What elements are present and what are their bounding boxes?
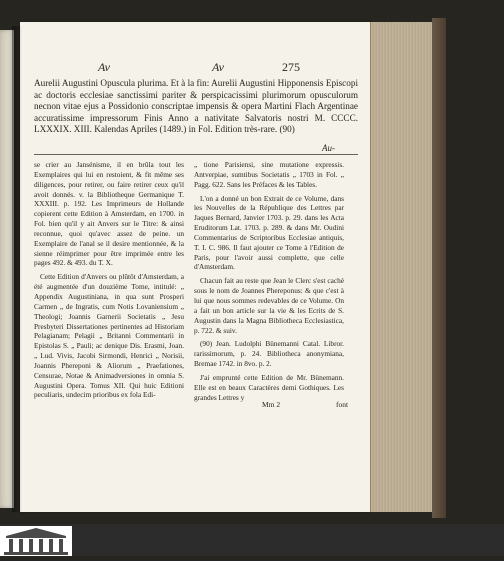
left-paragraph: Cette Edition d'Anvers ou plûtôt d'Amsterdam, a été augmentée d'un douzième Tome, intitulé: „ Appendix Augustiniana, in qua sunt Prosperi Carmen „ de Ingratis, cum Notis Lovaniensium „ Theologi; Joannis Garnerii Societatis „ Jesu Presbyteri Dissertationes pertinentes ad Historiam Pelagianam; Pelagii „ Britanni Commentarii in Epistolas S. „ Pauli; ac denique Dis. Erasmi, Joan. „ Lud. Vivis, Jacobi Sirmondi, Henrici „ Norisii, Joannis Phereponi & Aliorum „ Praefationes, Censurae, Notae & Animadversiones in omnia S. Augustini Opera. Tomus XII. Qui huic Editioni peculiaris, undecim prioribus ex fola Edi- xyxy=(34,272,184,400)
right-paragraph: „ tione Parisiensi, sine mutatione expressis. Antverpiae, sumtibus Societatis „ 1703 in Fol. „ Pagg. 622. Sans les Préfaces & les Tables. xyxy=(194,160,344,189)
right-paragraph: Chacun fait au reste que Jean le Clerc s'est caché sous le nom de Joannes Phereponus: & que c'est à lui que nous sommes redevables de ce Volume. On a fait un bon article sur la vie & les Ecrits de S. Augustin dans la Magna Bibliotheca Ecclesiastica, p. 722. & suiv. xyxy=(194,276,344,335)
page-number: 275 xyxy=(282,60,300,74)
bottom-catchword: font xyxy=(336,400,349,409)
viewer-footer-bar xyxy=(0,524,504,556)
bibliographic-entry xyxy=(34,78,358,136)
separator-rule xyxy=(34,154,358,155)
right-paragraph: J'ai emprunté cette Edition de Mr. Bünemann. Elle est en beaux Caractères demi Gothiques. Les grandes Lettres y xyxy=(194,372,344,402)
right-paragraph: L'on a donné un bon Extrait de ce Volume, dans les Nouvelles de la République des Lettres par Jaques Bernard, Janvier 1703. p. 29. dans les Acta Eruditorum Lat. 1703. p. 289. & dans Mr. Oudini Commentarius de Scriptoribus Ecclesiae antiquis, T. I. C. 986. Il faut ajouter ce Tome à l'Edition de Paris, pour l'avoir aussi complette, que celle d'Amsterdam. xyxy=(194,193,344,272)
page-edges xyxy=(370,22,437,512)
left-paragraph: se crier au Jansénisme, il en brûla tout les Exemplaires qui lui en restoient, & fit même ses diligences, pour retirer, ou faire retirer ceux qu'il avoit donnés. v. la Bibliotheque Germanique T. XXXIII. p. 192. Les Imprimeurs de Hollande copierent cette Edition à Amsterdam, en 1700. in Fol. bien qu'il y ait Anvers sur le Titre: & ainsi reconnue, quoi qu'avec assez de peine. un Exemplaire de l'anal se il desire mentionnée, & la sienne réimprimer pour être imprimée entre les pages 492. & 493. du T. X. xyxy=(34,160,184,268)
signature-mark: Mm 2 xyxy=(262,400,281,409)
left-column xyxy=(34,160,184,404)
entry-text: Aurelii Augustini Opuscula plurima. Et à la fin: Aurelii Augustini Hipponensis Episcopi ac doctoris ecclesiae sanctissimi pariter & perspicacissimi plurimorum opusculorum necnon vitae ejus a Possidonio conscriptae impensis & opera Martini Flach Argentinae accuratissime impressorum Finis Anno a nativitate Salvatoris nostri M. CCCC. LXXXIX. XIII. Kalendas Apriles (1489.) in Fol. Edition très-rare. (90) xyxy=(34,78,358,135)
entry-catchword: Au- xyxy=(322,143,335,153)
right-column xyxy=(194,160,344,406)
right-paragraph: (90) Jean. Ludolphi Bünemanni Catal. Libror. rarissimorum, p. 24. Bibliotheca anonymiana, Bremae 1742. in 8vo. p. 2. xyxy=(194,339,344,369)
header-right: Av xyxy=(212,60,224,74)
library-logo-icon xyxy=(0,526,72,556)
book-gutter xyxy=(12,26,22,512)
book-cover-edge xyxy=(432,18,446,518)
header-left: Av xyxy=(98,60,110,74)
